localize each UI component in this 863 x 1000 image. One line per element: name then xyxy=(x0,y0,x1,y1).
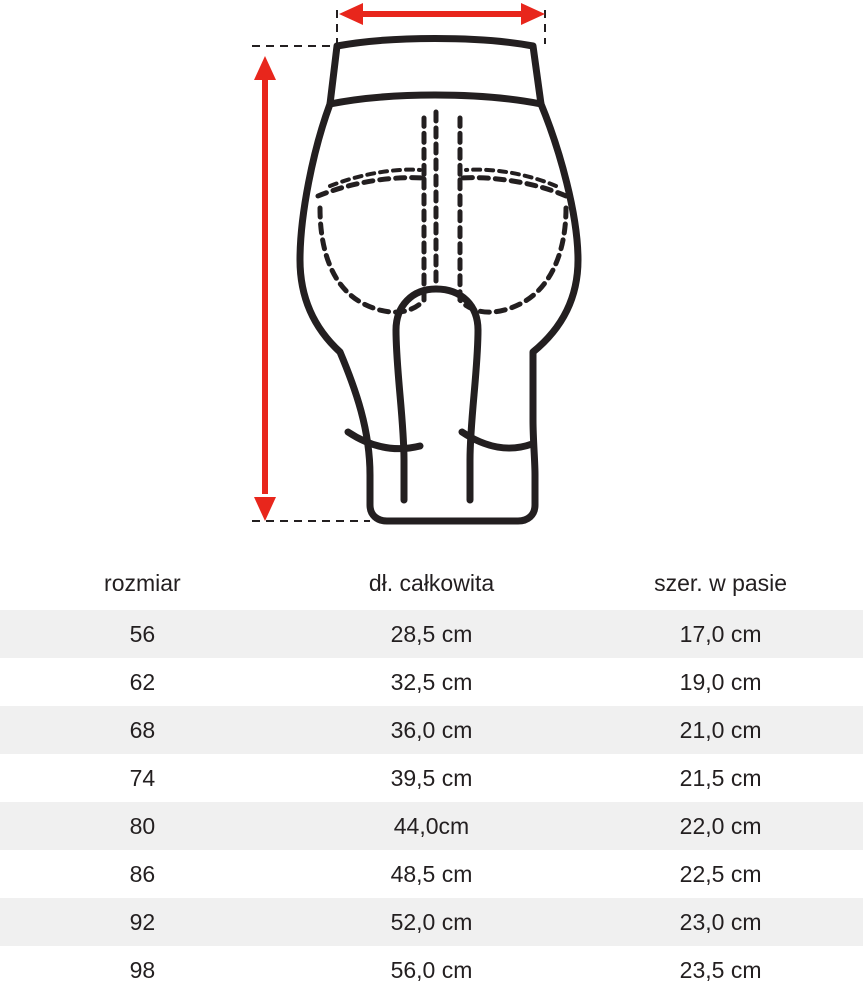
table-row xyxy=(0,850,863,898)
size-table-head xyxy=(0,556,863,610)
table-row xyxy=(0,706,863,754)
cell-total-length: 48,5 cm xyxy=(285,850,578,898)
vertical-length-arrow xyxy=(254,56,276,521)
cell-waist-width: 19,0 cm xyxy=(578,658,863,706)
pants-outline xyxy=(300,39,578,522)
cell-total-length: 36,0 cm xyxy=(285,706,578,754)
cell-size: 86 xyxy=(0,850,285,898)
cell-size: 74 xyxy=(0,754,285,802)
cell-total-length: 56,0 cm xyxy=(285,946,578,994)
size-table xyxy=(0,556,863,994)
cell-size: 80 xyxy=(0,802,285,850)
table-row xyxy=(0,754,863,802)
table-row xyxy=(0,658,863,706)
cell-size: 56 xyxy=(0,610,285,658)
cell-total-length: 39,5 cm xyxy=(285,754,578,802)
cell-waist-width: 17,0 cm xyxy=(578,610,863,658)
cell-total-length: 28,5 cm xyxy=(285,610,578,658)
cell-total-length: 44,0cm xyxy=(285,802,578,850)
table-row xyxy=(0,898,863,946)
cell-waist-width: 23,5 cm xyxy=(578,946,863,994)
cell-total-length: 32,5 cm xyxy=(285,658,578,706)
table-row xyxy=(0,802,863,850)
table-header-row xyxy=(0,556,863,610)
cell-waist-width: 21,5 cm xyxy=(578,754,863,802)
table-row xyxy=(0,610,863,658)
horizontal-waist-arrow xyxy=(339,3,545,25)
size-table-body xyxy=(0,610,863,994)
column-header-size: rozmiar xyxy=(0,556,285,610)
table-row xyxy=(0,946,863,994)
column-header-total-length: dł. całkowita xyxy=(285,556,578,610)
cell-size: 62 xyxy=(0,658,285,706)
cell-waist-width: 21,0 cm xyxy=(578,706,863,754)
cell-size: 98 xyxy=(0,946,285,994)
cell-waist-width: 22,5 cm xyxy=(578,850,863,898)
cell-total-length: 52,0 cm xyxy=(285,898,578,946)
cell-waist-width: 22,0 cm xyxy=(578,802,863,850)
cell-size: 68 xyxy=(0,706,285,754)
cell-waist-width: 23,0 cm xyxy=(578,898,863,946)
cell-size: 92 xyxy=(0,898,285,946)
column-header-waist-width: szer. w pasie xyxy=(578,556,863,610)
